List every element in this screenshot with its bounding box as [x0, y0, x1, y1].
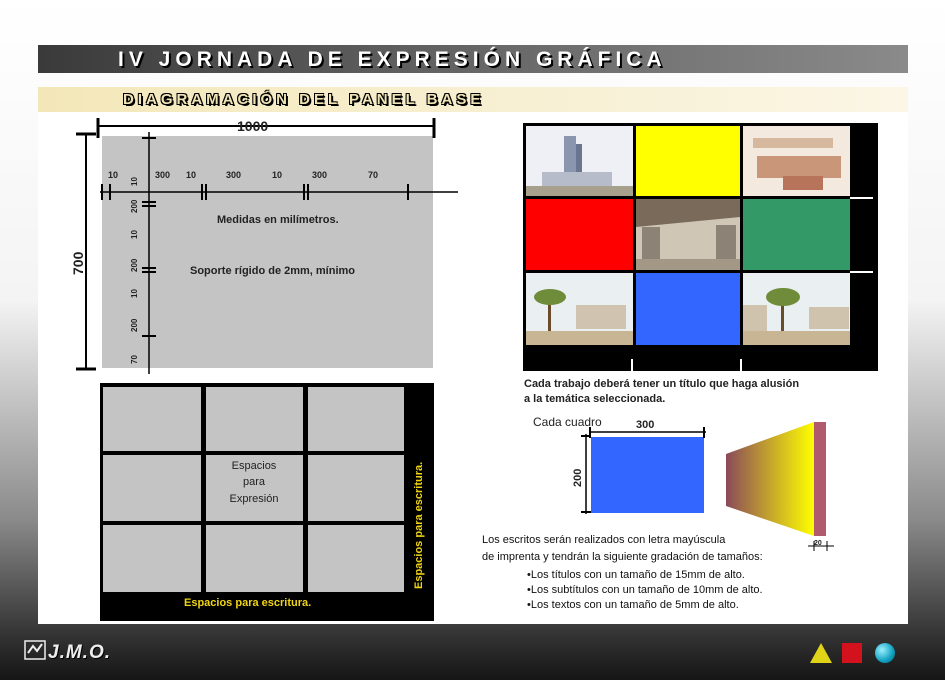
writing-intro-2: de imprenta y tendrán la siguiente gradación de tamaños:: [482, 551, 763, 563]
grid-cell: [206, 525, 303, 592]
v-measure-3: 10: [130, 230, 139, 239]
cell-dimension-lines: [578, 422, 878, 552]
cell-label: Cada cuadro: [533, 415, 602, 429]
support-note: Soporte rígido de 2mm, mínimo: [190, 265, 356, 277]
v-measure-2: 200: [130, 199, 139, 213]
v-measure-6: 200: [130, 318, 139, 332]
panel-height-label: 700: [70, 251, 86, 275]
v-measure-1: 10: [130, 177, 139, 186]
h-measure-6: 300: [312, 170, 328, 180]
jmo-logo-text: J.M.O.: [48, 642, 112, 663]
h-measure-3: 10: [186, 170, 197, 180]
grid-cell: [103, 387, 201, 451]
v-measure-7: 70: [130, 355, 139, 364]
grid-center-label-1: Espacios: [231, 460, 277, 472]
writing-bullet-1: •Los títulos con un tamaño de 15mm de alto.: [527, 569, 745, 581]
subtitle-banner: [38, 87, 908, 112]
example-caption-2: a la temática seleccionada.: [524, 393, 666, 405]
content-area: [38, 112, 908, 624]
grid-cell: [308, 387, 404, 451]
grid-center-label-2: para: [242, 476, 266, 488]
h-measure-5: 10: [272, 170, 283, 180]
grid-cell: [206, 387, 303, 451]
triangle-icon[interactable]: [810, 643, 832, 663]
grid-cell: [308, 525, 404, 592]
title-banner: [38, 45, 908, 73]
h-measure-7: 70: [368, 170, 379, 180]
writing-bullet-2: •Los subtítulos con un tamaño de 10mm de alto.: [527, 584, 763, 596]
grid-cell: [103, 455, 201, 521]
bottom-writing-label: Espacios para escritura.: [184, 597, 312, 609]
side-writing-label: Espacios para escritura.: [413, 461, 425, 589]
page-subtitle: DIAGRAMACIÓN DEL PANEL BASE: [123, 91, 485, 108]
cell-height-label: 200: [572, 468, 584, 487]
cell-width-label: 300: [636, 419, 655, 431]
page-title: IV JORNADA DE EXPRESIÓN GRÁFICA: [118, 48, 667, 71]
globe-icon[interactable]: [875, 643, 895, 663]
v-measure-5: 10: [130, 289, 139, 298]
writing-intro-1: Los escritos serán realizados con letra mayúscula: [482, 534, 726, 546]
example-caption-1: Cada trabajo deberá tener un título que haga alusión: [524, 378, 800, 390]
grid-center-label-3: Expresión: [229, 493, 279, 505]
h-measure-1: 10: [108, 170, 119, 180]
jmo-logo-icon: [24, 640, 46, 660]
h-measure-4: 300: [226, 170, 242, 180]
panel-width-label: 1000: [237, 118, 269, 134]
h-measure-2: 300: [155, 170, 171, 180]
units-note: Medidas en milímetros.: [217, 214, 339, 226]
cell-thickness-label: 20: [814, 540, 822, 547]
example-panel-ticks: [523, 123, 878, 371]
writing-bullet-3: •Los textos con un tamaño de 5mm de alto.: [527, 599, 739, 611]
grid-cell: [103, 525, 201, 592]
grid-cell: [308, 455, 404, 521]
square-icon[interactable]: [842, 643, 862, 663]
v-measure-4: 200: [130, 258, 139, 272]
